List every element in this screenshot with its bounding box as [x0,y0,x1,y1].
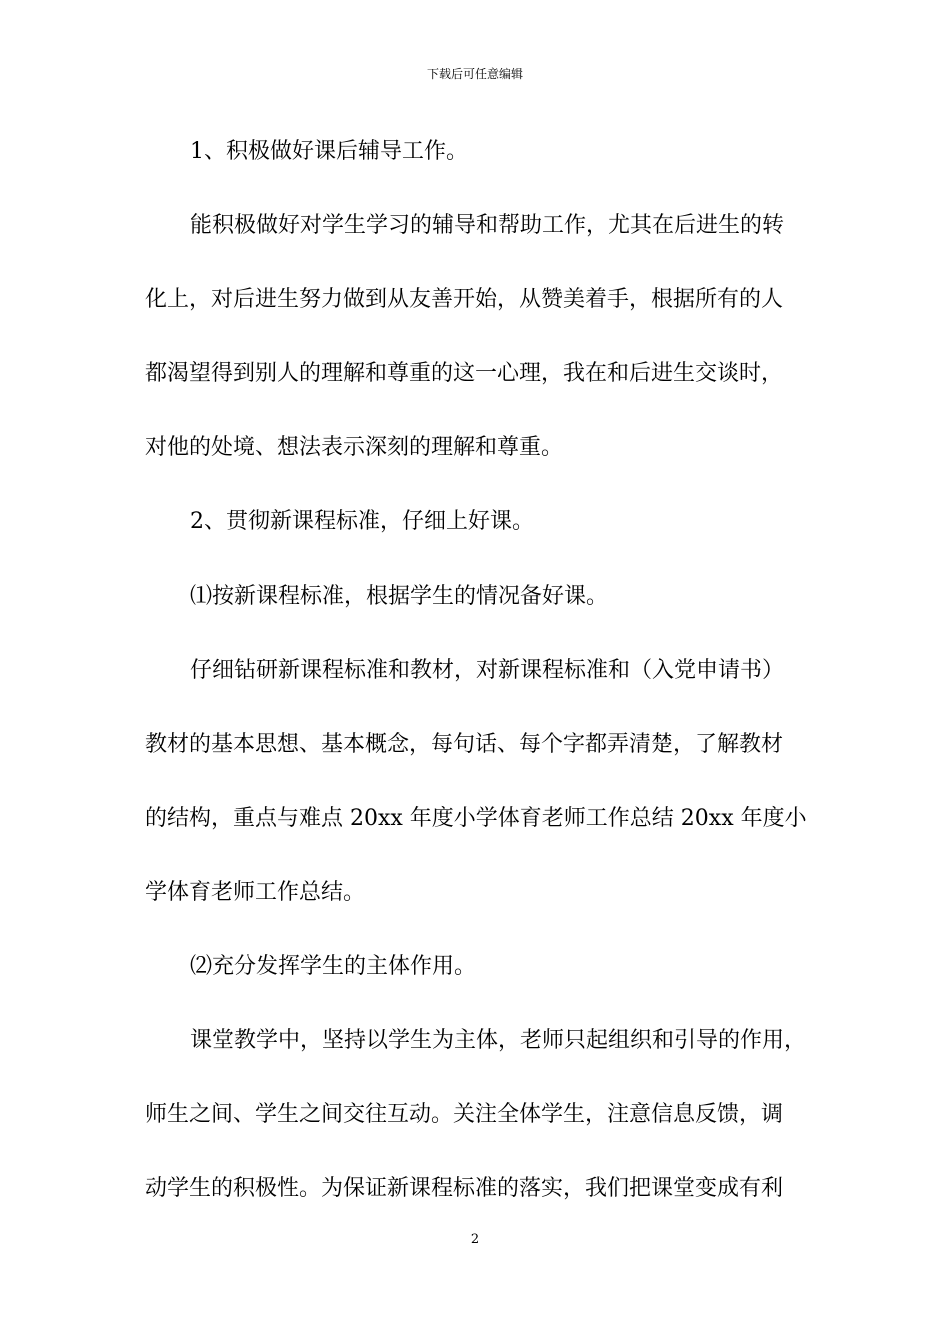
paragraph-line: 动学生的积极性。为保证新课程标准的落实，我们把课堂变成有利 [145,1176,784,1201]
page-number: 2 [470,1232,480,1247]
paragraph-line: 师生之间、学生之间交往互动。关注全体学生，注意信息反馈，调 [145,1102,784,1127]
paragraph-line: 课堂教学中，坚持以学生为主体，老师只起组织和引导的作用， [190,1028,807,1053]
paragraph-line: 教材的基本思想、基本概念，每句话、每个字都弄清楚，了解教材 [145,732,784,757]
paragraph-line: ⑴按新课程标准，根据学生的情况备好课。 [190,584,609,609]
paragraph-line: ⑵充分发挥学生的主体作用。 [190,954,477,979]
paragraph-line: 都渴望得到别人的理解和尊重的这一心理，我在和后进生交谈时， [145,361,784,386]
paragraph-line: 1、积极做好课后辅导工作。 [190,139,468,164]
paragraph-line: 化上，对后进生努力做到从友善开始，从赞美着手，根据所有的人 [145,287,784,312]
paragraph-line: 仔细钻研新课程标准和教材，对新课程标准和（入党申请书） [190,658,785,683]
paragraph-line: 对他的处境、想法表示深刻的理解和尊重。 [145,435,564,460]
paragraph-line: 能积极做好对学生学习的辅导和帮助工作，尤其在后进生的转 [190,213,785,238]
paragraph-line: 的结构，重点与难点 20xx 年度小学体育老师工作总结 20xx 年度小 [145,806,807,831]
paragraph-line: 2、贯彻新课程标准，仔细上好课。 [190,509,534,534]
paragraph-line: 学体育老师工作总结。 [145,880,366,905]
page-header: 下载后可任意编辑 [426,67,523,81]
